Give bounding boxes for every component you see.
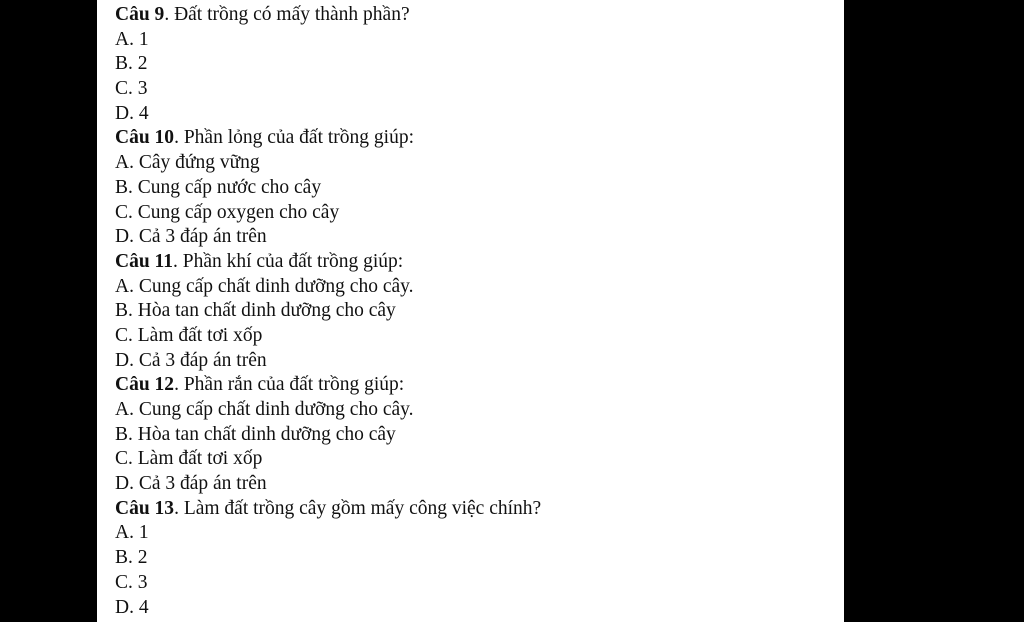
question-number: Câu 12 bbox=[115, 374, 175, 396]
answer-option: C. 3 bbox=[115, 571, 148, 593]
answer-option: D. 4 bbox=[115, 596, 149, 618]
answer-option: B. Hòa tan chất dinh dưỡng cho cây bbox=[115, 300, 396, 322]
question-number: Câu 13 bbox=[115, 497, 175, 519]
answer-option: B. Hòa tan chất dinh dưỡng cho cây bbox=[115, 423, 396, 445]
question-12 bbox=[115, 373, 541, 398]
document-page bbox=[97, 0, 844, 622]
answer-option: A. 1 bbox=[115, 522, 149, 544]
question-text: . Đất trồng có mấy thành phần? bbox=[164, 4, 410, 25]
question-text: . Phần lỏng của đất trồng giúp: bbox=[174, 127, 414, 149]
answer-option: B. 2 bbox=[115, 53, 148, 75]
answer-option: C. Làm đất tơi xốp bbox=[115, 324, 263, 346]
answer-option: C. Làm đất tơi xốp bbox=[115, 448, 263, 470]
answer-option: D. Cả 3 đáp án trên bbox=[115, 349, 267, 371]
answer-option: A. Cung cấp chất dinh dưỡng cho cây. bbox=[115, 399, 414, 420]
question-text: . Phần khí của đất trồng giúp: bbox=[172, 250, 404, 272]
answer-option: D. 4 bbox=[115, 102, 149, 124]
question-number: Câu 9 bbox=[115, 4, 165, 25]
question-10 bbox=[115, 126, 541, 151]
question-text: . Phần rắn của đất trồng giúp: bbox=[174, 374, 405, 396]
answer-option: C. 3 bbox=[115, 78, 148, 100]
answer-option: C. Cung cấp oxygen cho cây bbox=[115, 201, 340, 223]
question-text: . Làm đất trồng cây gồm mấy công việc chính? bbox=[174, 497, 542, 519]
question-9 bbox=[115, 3, 541, 28]
answer-option: A. 1 bbox=[115, 28, 149, 50]
question-11 bbox=[115, 250, 541, 275]
question-13 bbox=[115, 497, 541, 522]
answer-option: B. Cung cấp nước cho cây bbox=[115, 176, 322, 198]
question-number: Câu 11 bbox=[115, 250, 173, 272]
answer-option: A. Cây đứng vững bbox=[115, 152, 260, 174]
answer-option: D. Cả 3 đáp án trên bbox=[115, 226, 267, 248]
question-number: Câu 10 bbox=[115, 127, 175, 149]
answer-option: D. Cả 3 đáp án trên bbox=[115, 473, 267, 495]
answer-option: B. 2 bbox=[115, 547, 148, 569]
answer-option: A. Cung cấp chất dinh dưỡng cho cây. bbox=[115, 275, 414, 297]
question-list bbox=[115, 3, 541, 620]
